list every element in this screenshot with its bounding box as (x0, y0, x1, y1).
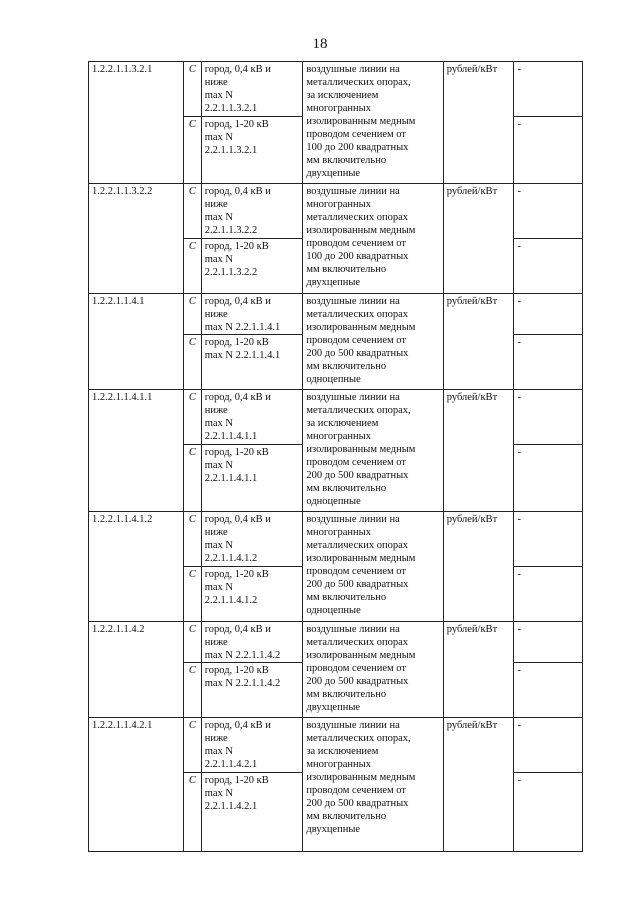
cell-unit: рублей/кВт (443, 622, 514, 718)
description-line: мм включительно (306, 689, 387, 700)
cell-unit: рублей/кВт (443, 390, 514, 512)
cell-condition (201, 718, 303, 773)
cell-type: С (184, 239, 202, 294)
cell-condition (201, 294, 303, 335)
cell-condition (201, 567, 303, 622)
condition-line: max N (204, 788, 233, 799)
condition-line: город, 0,4 кВ и (204, 64, 271, 75)
description-line: 200 до 500 квадратных (306, 470, 409, 481)
description-line: мм включительно (306, 811, 387, 822)
condition-line: ниже (204, 199, 228, 210)
condition-line: город, 1-20 кВ (204, 665, 269, 676)
cell-description (303, 62, 443, 184)
condition-line: 2.2.1.1.4.1.2 (204, 553, 258, 564)
cell-type: С (184, 184, 202, 239)
table-row (89, 390, 583, 445)
cell-type: С (184, 663, 202, 718)
description-line: проводом сечением от (306, 663, 406, 674)
description-line: многогранных (306, 199, 371, 210)
condition-line: max N 2.2.1.1.4.2 (204, 650, 281, 661)
description-line: за исключением (306, 746, 379, 757)
description-line: изолированным медным (306, 650, 416, 661)
description-line: металлических опорах (306, 212, 408, 223)
description-line: воздушные линии на (306, 514, 400, 525)
description-line: металлических опорах (306, 540, 408, 551)
description-line: мм включительно (306, 483, 387, 494)
description-line: проводом сечением от (306, 785, 406, 796)
description-line: воздушные линии на (306, 392, 400, 403)
cell-description (303, 622, 443, 718)
page-number: 18 (312, 36, 328, 52)
condition-line: город, 1-20 кВ (204, 775, 269, 786)
description-line: металлических опорах, (306, 77, 411, 88)
condition-line: 2.2.1.1.4.2.1 (204, 801, 258, 812)
description-line: за исключением (306, 418, 379, 429)
description-line: металлических опорах (306, 637, 408, 648)
condition-line: ниже (204, 527, 228, 538)
cell-value: - (514, 445, 583, 512)
description-line: 200 до 500 квадратных (306, 676, 409, 687)
description-line: 100 до 200 квадратных (306, 142, 409, 153)
description-line: воздушные линии на (306, 186, 400, 197)
cell-value: - (514, 773, 583, 852)
condition-line: max N (204, 418, 233, 429)
description-line: 200 до 500 квадратных (306, 579, 409, 590)
description-line: воздушные линии на (306, 296, 400, 307)
condition-line: город, 1-20 кВ (204, 447, 269, 458)
description-line: проводом сечением от (306, 238, 406, 249)
condition-line: 2.2.1.1.4.2.1 (204, 759, 258, 770)
condition-line: max N (204, 254, 233, 265)
cell-description (303, 718, 443, 852)
cell-description (303, 390, 443, 512)
condition-line: ниже (204, 309, 228, 320)
description-line: металлических опорах, (306, 405, 411, 416)
description-line: проводом сечением от (306, 129, 406, 140)
description-line: изолированным медным (306, 116, 416, 127)
description-line: изолированным медным (306, 553, 416, 564)
cell-unit: рублей/кВт (443, 294, 514, 390)
cell-type: С (184, 622, 202, 663)
condition-line: 2.2.1.1.3.2.1 (204, 103, 258, 114)
table-row (89, 294, 583, 335)
description-line: одноцепные (306, 605, 361, 616)
cell-type: С (184, 512, 202, 567)
condition-line: max N (204, 540, 233, 551)
cell-type: С (184, 445, 202, 512)
cell-condition (201, 239, 303, 294)
description-line: воздушные линии на (306, 64, 400, 75)
condition-line: max N 2.2.1.1.4.1 (204, 350, 281, 361)
description-line: многогранных (306, 103, 371, 114)
rates-table (88, 61, 583, 852)
description-line: 200 до 500 квадратных (306, 348, 409, 359)
condition-line: 2.2.1.1.3.2.1 (204, 145, 258, 156)
description-line: изолированным медным (306, 772, 416, 783)
description-line: мм включительно (306, 264, 387, 275)
cell-condition (201, 445, 303, 512)
cell-unit: рублей/кВт (443, 184, 514, 294)
description-line: изолированным медным (306, 322, 416, 333)
description-line: многогранных (306, 759, 371, 770)
description-line: 100 до 200 квадратных (306, 251, 409, 262)
description-line: мм включительно (306, 361, 387, 372)
table-row (89, 512, 583, 567)
cell-unit: рублей/кВт (443, 718, 514, 852)
cell-condition (201, 335, 303, 390)
table-row (89, 718, 583, 773)
cell-value: - (514, 62, 583, 117)
cell-type: С (184, 62, 202, 117)
cell-condition (201, 622, 303, 663)
cell-code: 1.2.2.1.1.4.1 (89, 294, 184, 390)
condition-line: max N (204, 460, 233, 471)
cell-condition (201, 512, 303, 567)
cell-code: 1.2.2.1.1.3.2.1 (89, 62, 184, 184)
cell-type: С (184, 773, 202, 852)
condition-line: ниже (204, 637, 228, 648)
description-line: металлических опорах, (306, 733, 411, 744)
condition-line: город, 0,4 кВ и (204, 624, 271, 635)
description-line: 200 до 500 квадратных (306, 798, 409, 809)
condition-line: город, 1-20 кВ (204, 337, 269, 348)
cell-value: - (514, 335, 583, 390)
cell-value: - (514, 567, 583, 622)
cell-unit: рублей/кВт (443, 62, 514, 184)
condition-line: 2.2.1.1.3.2.2 (204, 267, 258, 278)
description-line: многогранных (306, 431, 371, 442)
description-line: проводом сечением от (306, 335, 406, 346)
description-line: двухцепные (306, 168, 361, 179)
cell-value: - (514, 622, 583, 663)
condition-line: max N (204, 132, 233, 143)
cell-value: - (514, 390, 583, 445)
table-row (89, 62, 583, 117)
condition-line: город, 0,4 кВ и (204, 514, 271, 525)
condition-line: город, 1-20 кВ (204, 569, 269, 580)
condition-line: 2.2.1.1.4.1.2 (204, 595, 258, 606)
cell-value: - (514, 239, 583, 294)
cell-value: - (514, 718, 583, 773)
table-row (89, 622, 583, 663)
condition-line: 2.2.1.1.3.2.2 (204, 225, 258, 236)
cell-condition (201, 663, 303, 718)
description-line: одноцепные (306, 374, 361, 385)
condition-line: город, 0,4 кВ и (204, 392, 271, 403)
description-line: проводом сечением от (306, 457, 406, 468)
cell-condition (201, 773, 303, 852)
cell-description (303, 512, 443, 622)
cell-condition (201, 62, 303, 117)
condition-line: город, 1-20 кВ (204, 119, 269, 130)
description-line: двухцепные (306, 702, 361, 713)
cell-value: - (514, 184, 583, 239)
condition-line: город, 0,4 кВ и (204, 720, 271, 731)
condition-line: max N (204, 90, 233, 101)
condition-line: ниже (204, 77, 228, 88)
cell-type: С (184, 335, 202, 390)
description-line: за исключением (306, 90, 379, 101)
cell-type: С (184, 567, 202, 622)
rates-table-body (89, 62, 583, 852)
cell-type: С (184, 390, 202, 445)
cell-type: С (184, 294, 202, 335)
cell-condition (201, 184, 303, 239)
description-line: изолированным медным (306, 444, 416, 455)
condition-line: max N (204, 746, 233, 757)
cell-type: С (184, 718, 202, 773)
condition-line: max N 2.2.1.1.4.1 (204, 322, 281, 333)
cell-description (303, 294, 443, 390)
cell-code: 1.2.2.1.1.4.2 (89, 622, 184, 718)
cell-condition (201, 117, 303, 184)
condition-line: город, 1-20 кВ (204, 241, 269, 252)
description-line: двухцепные (306, 824, 361, 835)
condition-line: ниже (204, 733, 228, 744)
condition-line: max N (204, 212, 233, 223)
description-line: металлических опорах (306, 309, 408, 320)
condition-line: 2.2.1.1.4.1.1 (204, 431, 258, 442)
cell-code: 1.2.2.1.1.4.1.2 (89, 512, 184, 622)
cell-code: 1.2.2.1.1.4.1.1 (89, 390, 184, 512)
description-line: воздушные линии на (306, 624, 400, 635)
description-line: изолированным медным (306, 225, 416, 236)
description-line: мм включительно (306, 155, 387, 166)
condition-line: ниже (204, 405, 228, 416)
cell-value: - (514, 663, 583, 718)
cell-code: 1.2.2.1.1.4.2.1 (89, 718, 184, 852)
description-line: многогранных (306, 527, 371, 538)
cell-value: - (514, 512, 583, 567)
description-line: двухцепные (306, 277, 361, 288)
description-line: одноцепные (306, 496, 361, 507)
condition-line: город, 0,4 кВ и (204, 186, 271, 197)
cell-description (303, 184, 443, 294)
cell-condition (201, 390, 303, 445)
condition-line: 2.2.1.1.4.1.1 (204, 473, 258, 484)
description-line: воздушные линии на (306, 720, 400, 731)
cell-unit: рублей/кВт (443, 512, 514, 622)
cell-value: - (514, 117, 583, 184)
description-line: проводом сечением от (306, 566, 406, 577)
cell-code: 1.2.2.1.1.3.2.2 (89, 184, 184, 294)
description-line: мм включительно (306, 592, 387, 603)
condition-line: max N 2.2.1.1.4.2 (204, 678, 281, 689)
table-row (89, 184, 583, 239)
cell-type: С (184, 117, 202, 184)
condition-line: город, 0,4 кВ и (204, 296, 271, 307)
cell-value: - (514, 294, 583, 335)
condition-line: max N (204, 582, 233, 593)
